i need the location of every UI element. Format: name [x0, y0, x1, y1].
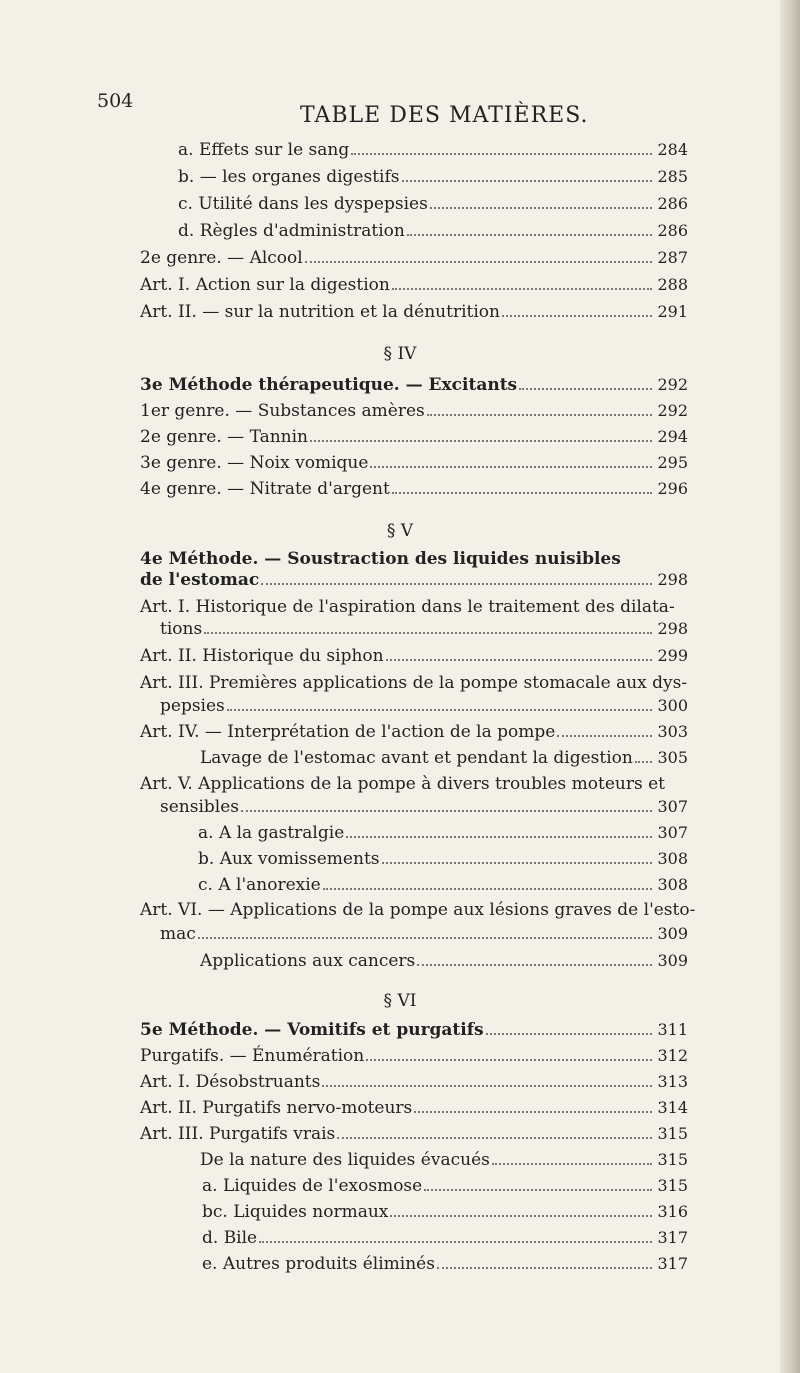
toc-entry: Art. III. Purgatifs vrais 315: [140, 1124, 688, 1144]
toc-entry: c. A l'anorexie 308: [198, 875, 688, 895]
toc-entry: 2e genre. — Alcool 287: [140, 248, 688, 268]
toc-entry: a. Effets sur le sang 284: [178, 140, 688, 160]
toc-entry: c. Utilité dans les dyspepsies 286: [178, 194, 688, 214]
toc-entry: d. Règles d'administration 286: [178, 221, 688, 241]
section-heading: § V: [386, 521, 414, 541]
toc-entry: De la nature des liquides évacués 315: [200, 1150, 688, 1170]
toc-entry: 2e genre. — Tannin 294: [140, 427, 688, 447]
toc-entry: b. Aux vomissements 308: [198, 849, 688, 869]
toc-entry: Art. II. — sur la nutrition et la dénutrition 291: [140, 302, 688, 322]
toc-entry: b. — les organes digestifs 285: [178, 167, 688, 187]
page-number: 504: [97, 90, 134, 112]
toc-entry: 1er genre. — Substances amères 292: [140, 401, 688, 421]
running-header: TABLE DES MATIÈRES.: [300, 103, 589, 128]
toc-entry: 5e Méthode. — Vomitifs et purgatifs 311: [140, 1020, 688, 1040]
toc-entry: Applications aux cancers 309: [200, 951, 688, 971]
toc-entry: 4e genre. — Nitrate d'argent 296: [140, 479, 688, 499]
toc-entry: de l'estomac 298: [140, 570, 688, 590]
toc-entry: Art. I. Désobstruants 313: [140, 1072, 688, 1092]
toc-entry: 3e genre. — Noix vomique 295: [140, 453, 688, 473]
toc-entry-line: Art. V. Applications de la pompe à divers troubles moteurs et: [140, 774, 665, 794]
toc-entry-line: Art. VI. — Applications de la pompe aux lésions graves de l'esto-: [140, 900, 696, 920]
toc-entry: mac 309: [160, 924, 688, 944]
page-edge: [780, 0, 800, 1373]
toc-entry: Art. I. Action sur la digestion 288: [140, 275, 688, 295]
toc-entry-line: Art. III. Premières applications de la pompe stomacale aux dys-: [140, 673, 688, 693]
toc-entry: a. A la gastralgie 307: [198, 823, 688, 843]
toc-entry: Art. IV. — Interprétation de l'action de la pompe 303: [140, 722, 688, 742]
toc-entry: Purgatifs. — Énumération 312: [140, 1046, 688, 1066]
toc-entry: a. Liquides de l'exosmose 315: [202, 1176, 688, 1196]
toc-entry: Art. II. Purgatifs nervo-moteurs 314: [140, 1098, 688, 1118]
toc-entry: 3e Méthode thérapeutique. — Excitants 292: [140, 375, 688, 395]
toc-entry: bc. Liquides normaux 316: [202, 1202, 688, 1222]
toc-entry: pepsies 300: [160, 696, 688, 716]
toc-entry: Lavage de l'estomac avant et pendant la digestion 305: [200, 748, 688, 768]
toc-entry: sensibles 307: [160, 797, 688, 817]
toc-entry: e. Autres produits éliminés 317: [202, 1254, 688, 1274]
toc-entry: Art. II. Historique du siphon 299: [140, 646, 688, 666]
toc-entry-line: 4e Méthode. — Soustraction des liquides nuisibles: [140, 549, 621, 569]
toc-entry: tions 298: [160, 619, 688, 639]
section-heading: § IV: [383, 344, 417, 364]
toc-entry: d. Bile 317: [202, 1228, 688, 1248]
toc-entry-line: Art. I. Historique de l'aspiration dans le traitement des dilata-: [140, 597, 675, 617]
section-heading: § VI: [383, 991, 417, 1011]
